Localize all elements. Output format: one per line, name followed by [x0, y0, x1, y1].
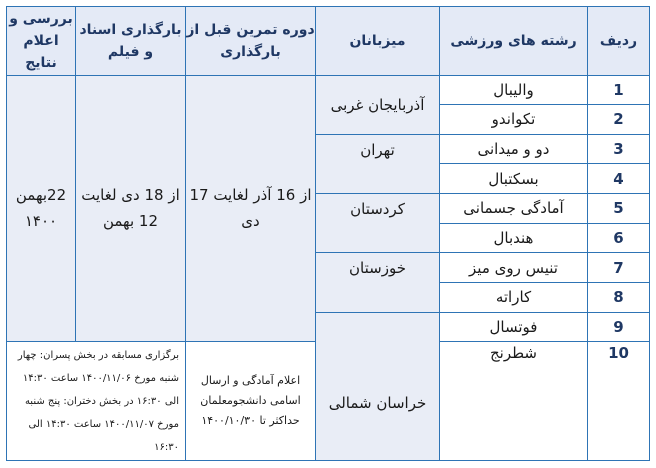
host-cell: کردستان — [316, 194, 440, 253]
host-cell: آذربایجان غربی — [316, 75, 440, 134]
host-cell: خراسان شمالی — [316, 312, 440, 460]
header-upload: بارگذاری اسناد و فیلم — [76, 7, 186, 76]
row-number: 5 — [588, 194, 650, 224]
row-number: 1 — [588, 75, 650, 105]
sport-name: آمادگی جسمانی — [440, 194, 588, 224]
sport-name: کاراته — [440, 282, 588, 312]
host-cell: خوزستان — [316, 253, 440, 312]
training-period: از 16 آذر لغایت 17 دی — [186, 75, 316, 342]
header-training: دوره تمرین قبل از بارگذاری — [186, 7, 316, 76]
row-number: 8 — [588, 282, 650, 312]
header-row — [7, 7, 650, 76]
host-cell: تهران — [316, 134, 440, 193]
header-sport: رشته های ورزشی — [440, 7, 588, 76]
row-number: 3 — [588, 134, 650, 164]
sport-name: دو و میدانی — [440, 134, 588, 164]
upload-period: از 18 دی لغایت 12 بهمن — [76, 75, 186, 342]
table-row — [7, 75, 650, 105]
competition-schedule-table — [6, 6, 650, 461]
review-date: 22بهمن ۱۴۰۰ — [7, 75, 76, 342]
header-host: میزبانان — [316, 7, 440, 76]
header-review: بررسی و اعلام نتایج — [7, 7, 76, 76]
header-row-number: ردیف — [588, 7, 650, 76]
row-number: 7 — [588, 253, 650, 283]
sport-name: بسکتبال — [440, 164, 588, 194]
sport-name: شطرنج — [440, 342, 588, 461]
sport-name: تکواندو — [440, 105, 588, 135]
sport-name: هندبال — [440, 223, 588, 253]
sport-name: والیبال — [440, 75, 588, 105]
row-number: 9 — [588, 312, 650, 342]
sport-name: تنیس روی میز — [440, 253, 588, 283]
row-number: 2 — [588, 105, 650, 135]
row-number: 4 — [588, 164, 650, 194]
chess-training-note: اعلام آمادگی و ارسال اسامی دانشجومعلمان حداکثر تا ۱۴۰۰/۱۰/۳۰ — [186, 342, 316, 461]
sport-name: فوتسال — [440, 312, 588, 342]
chess-schedule-note: برگزاری مسابقه در بخش پسران: چهار شنبه مورخ ۱۴۰۰/۱۱/۰۶ ساعت ۱۴:۳۰ الی ۱۶:۳۰ در بخش دختران: پنج شنبه مورخ ۱۴۰۰/۱۱/۰۷ ساعت ۱۴:۳۰ الی ۱۶:۳۰ — [7, 342, 186, 461]
row-number: 10 — [588, 342, 650, 461]
row-number: 6 — [588, 223, 650, 253]
